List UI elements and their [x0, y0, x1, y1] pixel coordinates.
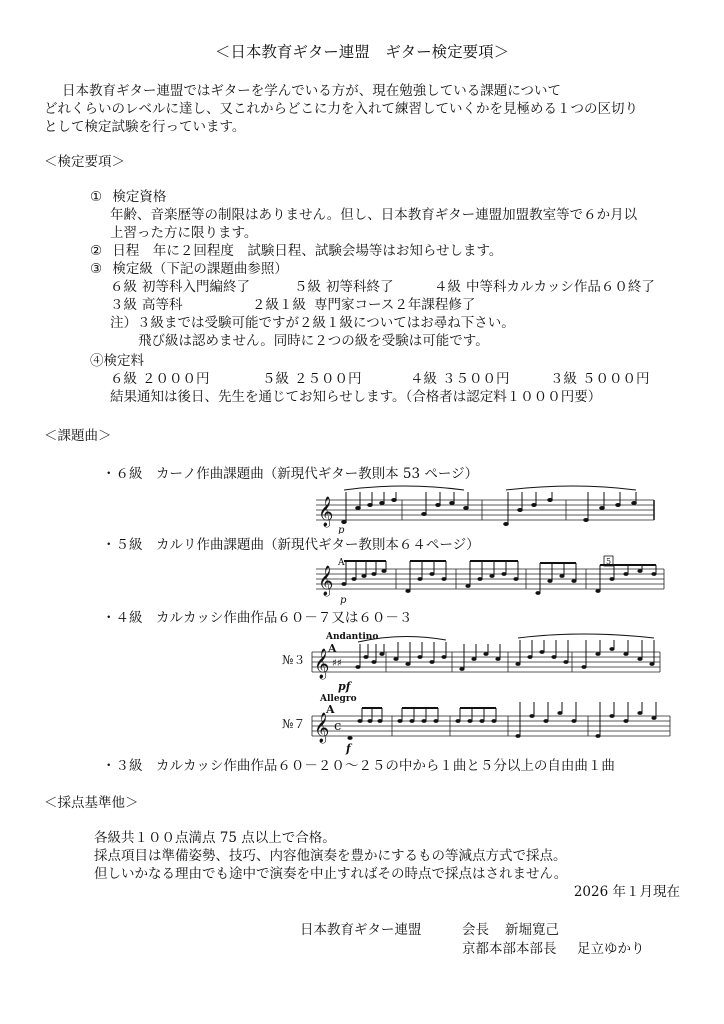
- piece-grade-5: ・５級 カルリ作曲課題曲（新現代ギター教則本６４ページ）: [102, 537, 480, 553]
- treble-clef-icon: 𝄞: [318, 566, 334, 596]
- rehearsal-a: A: [328, 642, 337, 655]
- note-2: 飛び級は認めません。同時に２つの級を受験は可能です。: [138, 333, 489, 349]
- signature-org: 日本教育ギター連盟: [300, 922, 422, 938]
- treble-clef-icon: 𝄞: [314, 649, 330, 679]
- signature-president-name: 新堀寛己: [505, 922, 559, 938]
- rehearsal-a: A: [338, 558, 345, 568]
- grade-label: ４級: [434, 279, 461, 295]
- tempo-allegro: Allegro: [320, 694, 357, 704]
- fee-amount: ５０００円: [582, 371, 650, 387]
- music-score-image: [314, 555, 666, 607]
- grade-label: ２級１級: [252, 297, 306, 313]
- piece-grade-4: ・４級 カルカッシ作曲作品６０－７又は６０－３: [102, 610, 413, 626]
- music-score-image: [282, 692, 672, 758]
- score-grade-5: [314, 555, 666, 607]
- grade-desc: 高等科: [142, 297, 183, 313]
- item-3-title: 検定級（下記の課題曲参照）: [112, 261, 288, 277]
- dynamic-f: f: [346, 742, 351, 755]
- signature-branch-name: 足立ゆかり: [577, 941, 645, 957]
- grade-desc: 中等科カルカッシ作品６０終了: [466, 279, 655, 295]
- scoring-line-2: 採点項目は準備姿勢、技巧、内容他演奏を豊かにするもの等減点方式で採点。: [94, 848, 567, 864]
- fee-grade: ５級: [262, 371, 289, 387]
- intro-line-1: 日本教育ギター連盟ではギターを学んでいる方が、現在勉強している課題について: [62, 83, 561, 99]
- score-grade-4-no7: [282, 692, 672, 758]
- fee-note: 結果通知は後日、先生を通じてお知らせします。（合格者は認定料１０００円要）: [110, 389, 602, 405]
- fee-grade: ６級: [110, 371, 137, 387]
- fee-amount: ３５００円: [442, 371, 510, 387]
- item-3: [90, 261, 288, 278]
- key-signature-icon: ♯♯: [332, 658, 342, 669]
- piece-grade-3: ・３級 カルカッシ作曲作品６０－２０～２５の中から１曲と５分以上の自由曲１曲: [102, 758, 615, 774]
- grade-label: ６級: [110, 279, 137, 295]
- fee-amount: ２５００円: [294, 371, 362, 387]
- common-time-icon: c: [334, 719, 342, 734]
- intro-line-3: として検定試験を行っています。: [44, 119, 246, 135]
- item-2-label: ②: [90, 243, 103, 259]
- fees-row: [110, 371, 650, 388]
- item-1-title: 検定資格: [112, 189, 167, 205]
- grades-row-1: [110, 279, 655, 296]
- dynamic-p: p: [340, 595, 347, 606]
- piece-number-7: №７: [282, 717, 306, 731]
- item-1-label: ①: [90, 189, 103, 205]
- fee-amount: ２０００円: [142, 371, 210, 387]
- grades-row-2: [110, 297, 475, 314]
- music-score-image: [314, 484, 656, 534]
- dynamic-pf: pf: [338, 680, 351, 693]
- score-grade-6: [314, 484, 656, 534]
- page-title: ＜日本教育ギター連盟 ギター検定要項＞: [214, 43, 510, 61]
- rehearsal-5: 5: [606, 557, 612, 566]
- scoring-line-1: 各級共１００点満点 75 点以上で合格。: [94, 830, 336, 846]
- scoring-line-3: 但しいかなる理由でも途中で演奏を中止すればその時点で採点はされません。: [94, 866, 568, 882]
- date-stamp: 2026 年１月現在: [573, 884, 680, 900]
- treble-clef-icon: 𝄞: [314, 713, 330, 743]
- treble-clef-icon: 𝄞: [318, 497, 334, 527]
- piece-number-3: №３: [282, 653, 306, 667]
- note-1: 注）３級までは受験可能ですが２級１級についてはお尋ね下さい。: [110, 315, 515, 331]
- signature-president-title: 会長: [462, 922, 489, 938]
- item-1-text-1: 年齢、音楽歴等の制限はありません。但し、日本教育ギター連盟加盟教室等で６か月以: [110, 207, 638, 223]
- section-heading-requirements: ＜検定要項＞: [44, 154, 125, 170]
- grade-desc: 初等科入門編終了: [142, 279, 250, 295]
- piece-grade-6: ・６級 カーノ作曲課題曲（新現代ギター教則本 53 ページ）: [102, 466, 479, 482]
- item-1-text-2: 上習った方に限ります。: [110, 225, 258, 241]
- grade-label: ５級: [294, 279, 321, 295]
- tempo-andantino: Andantino: [326, 632, 379, 642]
- section-heading-pieces: ＜課題曲＞: [44, 428, 112, 444]
- rehearsal-a: A: [326, 703, 335, 716]
- item-4-title: ④検定料: [90, 353, 144, 369]
- grade-desc: 専門家コース２年課程修了: [314, 297, 476, 313]
- section-heading-scoring: ＜採点基準他＞: [44, 795, 139, 811]
- music-score-image: [282, 628, 662, 698]
- grade-desc: 初等科終了: [326, 279, 394, 295]
- intro-line-2: どれくらいのレベルに達し、又これからどこに力を入れて練習していくかを見極める１つの区切り: [44, 101, 638, 117]
- item-2-text: 日程 年に２回程度 試験日程、試験会場等はお知らせします。: [112, 243, 503, 259]
- item-2: [90, 243, 502, 260]
- grade-label: ３級: [110, 297, 137, 313]
- item-3-label: ③: [90, 261, 103, 277]
- fee-grade: ４級: [410, 371, 437, 387]
- signature-branch-title: 京都本部本部長: [462, 941, 557, 957]
- dynamic-p: p: [338, 525, 345, 534]
- fee-grade: ３級: [550, 371, 577, 387]
- item-1: [90, 189, 166, 206]
- score-grade-4-no3: [282, 628, 662, 698]
